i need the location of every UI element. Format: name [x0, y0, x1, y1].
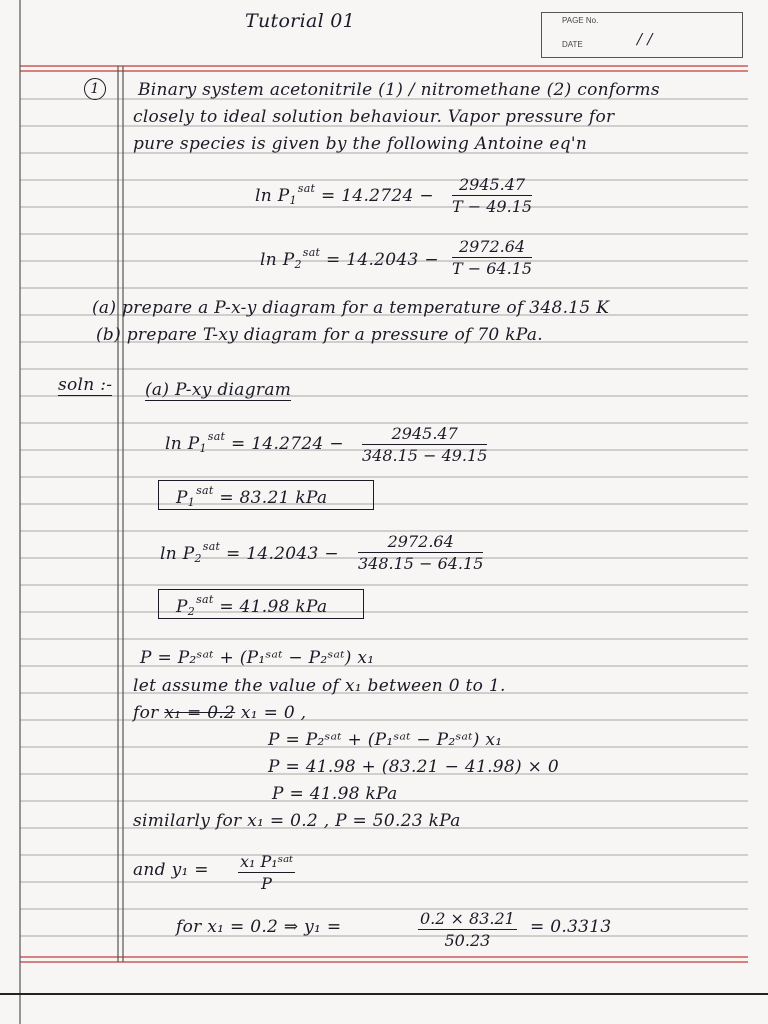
final-numerator: 0.2 × 83.21 [420, 909, 515, 928]
p2-result-lhs: P [176, 597, 188, 617]
y1-prefix: and y₁ = [133, 860, 209, 880]
p2-numerator: 2972.64 [358, 532, 483, 553]
eq2-denominator: T − 64.15 [452, 259, 533, 278]
eq2-sup: sat [302, 246, 321, 259]
eq2-numerator: 2972.64 [452, 237, 532, 258]
p1-denominator: 348.15 − 49.15 [362, 446, 488, 465]
calc-line-2: P = 41.98 + (83.21 − 41.98) × 0 [268, 757, 560, 777]
part-b: (b) prepare T-xy diagram for a pressure of 70 kPa. [96, 325, 543, 345]
p2-fraction [358, 532, 483, 573]
p1-fraction [362, 424, 487, 465]
p2-sub: 2 [194, 552, 202, 565]
p2-lhs: ln P [160, 544, 195, 564]
final-fraction [418, 909, 517, 950]
eq1-lhs: ln P [255, 186, 290, 206]
page-no-label: PAGE No. [562, 16, 599, 25]
p1-result-value: = 83.21 kPa [219, 488, 328, 508]
p1-sup: sat [207, 430, 226, 443]
p1-result-sup: sat [196, 484, 214, 497]
solution-heading: (a) P-xy diagram [145, 380, 292, 400]
for-prefix: for [133, 703, 159, 723]
p1-sub: 1 [199, 442, 207, 455]
p2-result-sub: 2 [187, 605, 196, 618]
p2-sup: sat [202, 540, 221, 553]
for-x0-line [133, 703, 306, 723]
calc-line-1: P = P₂ˢᵃᵗ + (P₁ˢᵃᵗ − P₂ˢᵃᵗ) x₁ [268, 730, 503, 750]
eq1-denominator: T − 49.15 [452, 197, 533, 216]
p2-denominator: 348.15 − 64.15 [358, 554, 484, 573]
calc-line-3: P = 41.98 kPa [272, 784, 398, 804]
eq1-sup: sat [297, 182, 316, 195]
p2-result-sup: sat [196, 593, 214, 606]
struck-text: x₁ = 0.2 [164, 703, 236, 723]
p1-result-lhs: P [176, 488, 188, 508]
y1-fraction [238, 852, 295, 893]
final-result: = 0.3313 [530, 917, 612, 937]
problem-line-3: pure species is given by the following Antoine eq'n [133, 134, 588, 154]
final-prefix: for x₁ = 0.2 ⇒ y₁ = [176, 917, 342, 937]
eq2-fraction [452, 237, 532, 278]
assume-line: let assume the value of x₁ between 0 to 1. [133, 676, 506, 696]
p1-result [176, 484, 327, 509]
solution-label: soln :- [58, 375, 113, 395]
date-label: DATE [562, 40, 583, 49]
similarly-line: similarly for x₁ = 0.2 , P = 50.23 kPa [133, 811, 461, 831]
problem-line-1: Binary system acetonitrile (1) / nitromethane (2) conforms [138, 80, 660, 100]
problem-number [84, 78, 106, 100]
eq2-const: = 14.2043 − [326, 250, 439, 270]
y1-denominator: P [261, 874, 272, 893]
p1-lhs: ln P [165, 434, 200, 454]
final-denominator: 50.23 [444, 931, 491, 950]
p2-calc [160, 540, 339, 565]
date-value: / / [637, 30, 653, 48]
p1-numerator: 2945.47 [362, 424, 487, 445]
p2-result-value: = 41.98 kPa [219, 597, 328, 617]
antoine-eq-2 [260, 246, 439, 271]
eq1-sub: 1 [289, 194, 297, 207]
p1-const: = 14.2724 − [231, 434, 344, 454]
for-x0: x₁ = 0 , [240, 703, 307, 723]
problem-line-2: closely to ideal solution behaviour. Vapor pressure for [133, 107, 615, 127]
eq1-const: = 14.2724 − [321, 186, 434, 206]
p2-const: = 14.2043 − [226, 544, 339, 564]
pressure-equation: P = P₂ˢᵃᵗ + (P₁ˢᵃᵗ − P₂ˢᵃᵗ) x₁ [140, 648, 375, 668]
eq2-lhs: ln P [260, 250, 295, 270]
page-title: Tutorial 01 [245, 10, 356, 32]
p1-calc [165, 430, 344, 455]
eq1-numerator: 2945.47 [452, 175, 532, 196]
antoine-eq-1 [255, 182, 434, 207]
p1-result-sub: 1 [187, 496, 196, 509]
eq2-sub: 2 [294, 258, 302, 271]
page-date-stamp [541, 12, 743, 58]
p2-result [176, 593, 327, 618]
part-a: (a) prepare a P-x-y diagram for a temperature of 348.15 K [92, 298, 610, 318]
problem-number-text: 1 [90, 81, 100, 97]
y1-numerator: x₁ P₁ˢᵃᵗ [240, 852, 294, 871]
eq1-fraction [452, 175, 532, 216]
